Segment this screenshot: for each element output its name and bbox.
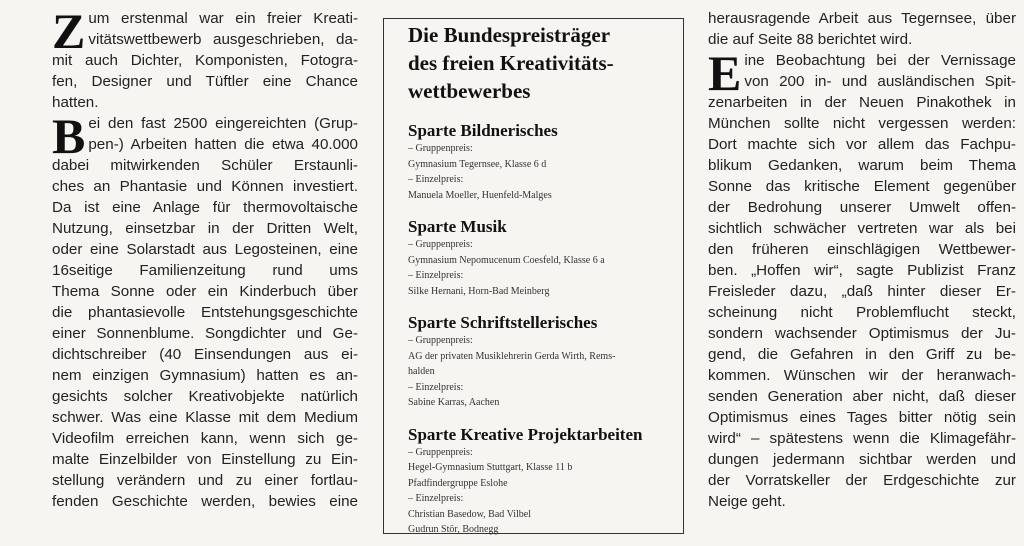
text-line: dungen jedermann sichtbar werden und: [708, 451, 1016, 468]
section-line: Manuela Moeller, Huenfeld-Malges: [408, 189, 552, 201]
section-heading: Sparte Kreative Projektarbeiten: [408, 424, 643, 444]
text-line: Dort machte sich vor allem das Fachpu-: [708, 136, 1016, 153]
section-line: – Gruppenpreis:: [408, 335, 473, 346]
text-line: gend, die Gefahren in den Griff zu be-: [708, 346, 1016, 363]
text-line: 16seitige Familienzeitung rund ums: [52, 262, 358, 279]
text-line: um erstenmal war ein freier Kreati-: [88, 10, 358, 27]
text-line: dabei mitwirkenden Schüler Erstaunli-: [52, 157, 358, 174]
prize-winners-box: [383, 18, 684, 534]
text-line: Videofilm erreichen kann, wenn sich ge-: [52, 430, 358, 447]
drop-cap: Z: [52, 3, 86, 59]
text-line: den früheren einschlägigen Wettbewer-: [708, 241, 1016, 258]
box-title-line: wettbewerbes: [408, 79, 531, 103]
text-line: Sonne das kritische Element gegenüber: [708, 178, 1016, 195]
section-line: halden: [408, 366, 435, 377]
text-line: der Vorratskeller der Erdgeschichte zur: [708, 472, 1016, 489]
section-line: Sabine Karras, Aachen: [408, 397, 500, 408]
section-line: – Einzelpreis:: [408, 493, 464, 504]
section-line: Christian Basedow, Bad Vilbel: [408, 508, 531, 520]
text-line: hatten.: [52, 94, 99, 111]
box-title-line: Die Bundespreisträger: [408, 23, 611, 47]
text-line: scheinung nicht Problemflucht steckt,: [708, 304, 1016, 321]
section-line: Gudrun Stör, Bodnegg: [408, 524, 499, 535]
section-line: – Einzelpreis:: [408, 381, 464, 393]
text-line: ine Beobachtung bei der Vernissage: [744, 52, 1016, 69]
text-line: Optimismus eines Tages bitter nötig sein: [708, 409, 1016, 426]
paragraph-intro: [52, 3, 358, 113]
section-heading: Sparte Bildnerisches: [408, 121, 558, 140]
text-line: sichtlich schwächer vertreten war als bei: [708, 220, 1016, 237]
text-line: ches an Phantasie und Können investiert.: [52, 178, 358, 195]
text-line: die auf Seite 88 berichtet wird.: [708, 31, 913, 48]
text-line: vitätswettbewerb ausgeschrieben, da-: [88, 31, 358, 48]
text-line: schwer. Was eine Klasse mit dem Medium: [52, 409, 358, 426]
section-musik: [408, 217, 683, 299]
section-line: – Gruppenpreis:: [408, 239, 473, 250]
paragraph-observation: [708, 45, 1016, 512]
section-line: Hegel-Gymnasium Stuttgart, Klasse 11 b: [408, 462, 573, 473]
section-line: Gymnasium Nepomucenum Coesfeld, Klasse 6 a: [408, 254, 605, 266]
section-heading: Sparte Musik: [408, 217, 507, 236]
text-line: wird“ – spätestens wenn die Klimagefähr-: [708, 430, 1016, 447]
section-line: – Gruppenpreis:: [408, 143, 473, 154]
section-line: Silke Hernani, Horn-Bad Meinberg: [408, 285, 550, 297]
text-line: ben. „Hoffen wir“, sagte Publizist Franz: [708, 262, 1016, 279]
right-text-column: [708, 8, 1016, 512]
text-line: fenden Geschichte werden, bewies eine: [52, 493, 358, 510]
text-line: sondern wachsender Optimismus der Ju-: [708, 325, 1016, 342]
section-line: – Gruppenpreis:: [408, 446, 473, 458]
text-line: herausragende Arbeit aus Tegernsee, über: [708, 10, 1016, 27]
text-line: zenarbeiten in der Neuen Pinakothek in: [708, 94, 1016, 111]
section-schriftstellerisches: [408, 313, 683, 411]
text-line: einer Sonnenblume. Songdichter und Ge-: [52, 325, 358, 342]
text-line: Thema Sonne oder ein Kinderbuch über: [52, 283, 358, 300]
text-line: fen, Designer und Tüftler eine Chance: [52, 73, 358, 90]
text-line: mit auch Dichter, Komponisten, Fotogra-: [52, 52, 358, 69]
text-line: pen-) Arbeiten hatten die etwa 40.000: [88, 136, 358, 153]
drop-cap: E: [708, 45, 742, 101]
text-line: gesichts solcher Kreativobjekte natürlich: [52, 388, 358, 405]
text-line: ei den fast 2500 eingereichten (Grup-: [88, 115, 358, 132]
drop-cap: B: [52, 108, 86, 164]
text-line: Nutzung, einsetzbar in der Dritten Welt,: [52, 220, 358, 237]
text-line: oder eine Solarstadt aus Legosteinen, eine: [52, 241, 358, 258]
left-text-column: [52, 3, 358, 512]
section-line: Gymnasium Tegernsee, Klasse 6 d: [408, 158, 547, 170]
text-line: kommen. Wünschen wir der heranwach-: [708, 367, 1016, 384]
section-projektarbeiten: [408, 425, 683, 538]
text-line: der Bedrohung unserer Umwelt offen-: [708, 199, 1016, 216]
text-line: München sollte nicht vergessen werden:: [708, 115, 1016, 132]
section-heading: Sparte Schriftstellerisches: [408, 313, 598, 332]
paragraph-continuation: [708, 8, 1016, 50]
section-line: Pfadfindergruppe Eslohe: [408, 477, 508, 489]
paragraph-submissions: [52, 108, 358, 512]
text-line: senden Generation aber nicht, daß dieser: [708, 388, 1016, 405]
text-line: die phantasievolle Entstehungsgeschichte: [52, 304, 358, 321]
box-title-line: des freien Kreativitäts-: [408, 51, 614, 75]
text-line: blikum Gedanken, warum beim Thema: [708, 157, 1016, 174]
box-title: [408, 21, 683, 105]
section-line: – Einzelpreis:: [408, 270, 464, 281]
text-line: Da ist eine Anlage für thermovoltaische: [52, 199, 358, 216]
section-line: – Einzelpreis:: [408, 174, 464, 185]
section-bildnerisches: [408, 121, 683, 203]
text-line: von 200 in- und ausländischen Spit-: [744, 73, 1016, 90]
section-line: AG der privaten Musiklehrerin Gerda Wirth, Rems-: [408, 350, 616, 362]
text-line: Freisleder dazu, „daß hinter dieser Er-: [708, 283, 1016, 300]
text-line: dichtschreiber (40 Einsendungen aus ei-: [52, 346, 358, 363]
text-line: malte Einzelbilder von Einstellung zu Ein-: [52, 451, 358, 468]
text-line: stellung verändern und zu einer fortlau-: [52, 472, 358, 489]
text-line: nem einzigen Gymnasium) hatten es an-: [52, 367, 358, 384]
text-line: Neige geht.: [708, 493, 786, 510]
